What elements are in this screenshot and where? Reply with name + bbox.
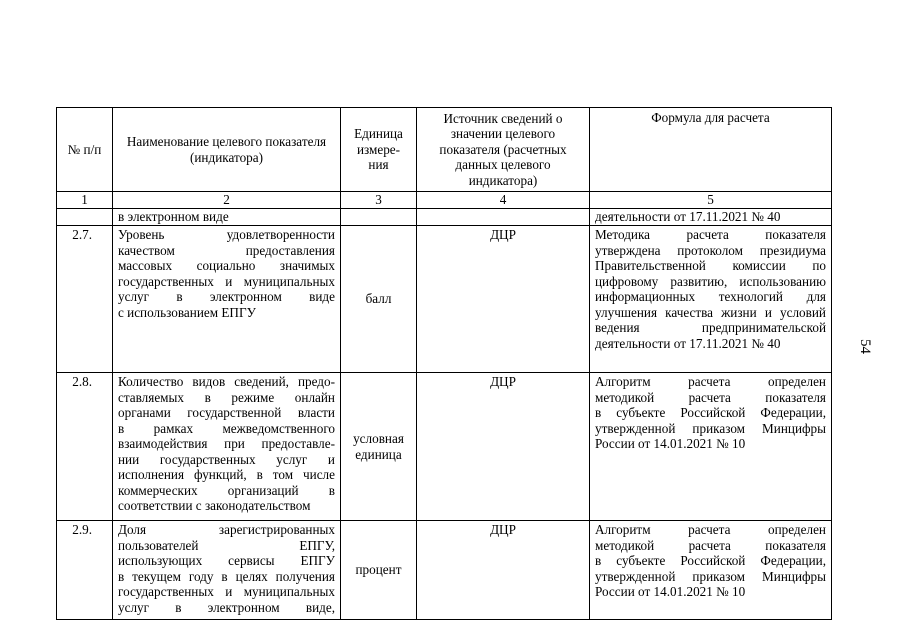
indicator-name (113, 373, 341, 521)
column-number: 3 (341, 192, 417, 209)
text-line: исполнения функций, в том числе (118, 467, 335, 482)
header-line: показателя (расчетных (439, 141, 567, 157)
text-line: качеством предоставления (118, 242, 335, 258)
text-line: в рамках межведомственного (118, 420, 335, 436)
text-line: Алгоритм расчета определен (595, 374, 826, 389)
text-line: ведения предпринимательской (595, 320, 826, 335)
text-line: Количество видов сведений, предо- (118, 374, 335, 389)
header-line: данных целевого (455, 157, 551, 173)
table-row (57, 373, 832, 521)
formula (590, 521, 832, 620)
text-line: России от 14.01.2021 № 10 (595, 584, 746, 599)
header-line: (индикатора) (189, 149, 263, 165)
header-row (57, 108, 832, 192)
text-line: условная (353, 431, 404, 446)
continuation-row (57, 209, 832, 226)
indicators-table (56, 107, 832, 620)
header-line: ния (368, 157, 389, 173)
header-col-unit (341, 108, 417, 192)
text-line: цифровому развитию, использованию (595, 273, 826, 289)
header-col-formula: Формула для расчета (590, 108, 832, 192)
indicator-name (113, 521, 341, 620)
header-line: индикатора) (468, 172, 538, 188)
source: ДЦР (417, 521, 590, 620)
continuation-formula: деятельности от 17.11.2021 № 40 (590, 209, 832, 226)
text-line: взаимодействия при предоставле- (118, 436, 335, 451)
text-line: утверждена протоколом президиума (595, 242, 826, 258)
text-line: Правительственной комиссии по (595, 258, 826, 273)
text-line: коммерческих организаций в (118, 482, 335, 498)
text-line: использующих сервисы ЕПГУ (118, 553, 335, 568)
text-line: в субъекте Российской Федерации, (595, 553, 826, 568)
text-line: деятельности от 17.11.2021 № 40 (595, 335, 781, 351)
cell-empty (57, 209, 113, 226)
unit: процент (341, 521, 417, 620)
page-number: 54 (857, 339, 873, 354)
text-line: утвержденной приказом Минцифры (595, 568, 826, 584)
text-line: в субъекте Российской Федерации, (595, 405, 826, 420)
unit (341, 373, 417, 521)
text-line: с использованием ЕПГУ (118, 304, 256, 320)
text-line: массовых социально значимых (118, 258, 335, 273)
text-line: государственных и муниципальных (118, 584, 335, 599)
text-line: единица (355, 446, 402, 462)
text-line: ставляемых в режиме онлайн (118, 389, 335, 405)
unit: балл (341, 226, 417, 373)
continuation-name: в электронном виде (113, 209, 341, 226)
text-line: нии государственных услуг и (118, 451, 335, 467)
text-line: государственных и муниципальных (118, 273, 335, 289)
text-line: утвержденной приказом Минцифры (595, 420, 826, 436)
text-line: Методика расчета показателя (595, 227, 826, 242)
text-line: в текущем году в целях получения (118, 568, 335, 584)
text-line: методикой расчета показателя (595, 537, 826, 553)
table-row (57, 521, 832, 620)
column-number-row (57, 192, 832, 209)
header-line: Наименование целевого показателя (126, 134, 327, 149)
formula (590, 373, 832, 521)
text-line: соответствии с законодательством (118, 498, 311, 513)
column-number: 2 (113, 192, 341, 209)
text-line: Доля зарегистрированных (118, 522, 335, 537)
header-col-source (417, 108, 590, 192)
table-row (57, 226, 832, 373)
text-line: Алгоритм расчета определен (595, 522, 826, 537)
header-col-name (113, 108, 341, 192)
text-line: улучшения качества жизни и условий (595, 304, 826, 320)
cell-empty (341, 209, 417, 226)
column-number: 5 (590, 192, 832, 209)
header-col-number: № п/п (57, 108, 113, 192)
header-line: измере- (356, 141, 401, 157)
row-number: 2.7. (57, 226, 113, 373)
formula (590, 226, 832, 373)
text-line: пользователей ЕПГУ, (118, 537, 335, 553)
column-number: 1 (57, 192, 113, 209)
text-line: органами государственной власти (118, 405, 335, 420)
header-line: Единица (354, 126, 403, 142)
source: ДЦР (417, 373, 590, 521)
text-line: Уровень удовлетворенности (118, 227, 335, 242)
text-line: услуг в электронном виде (118, 289, 335, 304)
text-line: России от 14.01.2021 № 10 (595, 436, 746, 451)
row-number: 2.8. (57, 373, 113, 521)
row-number: 2.9. (57, 521, 113, 620)
header-line: значении целевого (450, 126, 556, 142)
column-number: 4 (417, 192, 590, 209)
cell-empty (417, 209, 590, 226)
text-line: информационных технологий для (595, 289, 826, 304)
source: ДЦР (417, 226, 590, 373)
indicator-name (113, 226, 341, 373)
text-line: методикой расчета показателя (595, 389, 826, 405)
header-line: Источник сведений о (443, 110, 563, 126)
text-line: услуг в электронном виде, (118, 599, 335, 615)
